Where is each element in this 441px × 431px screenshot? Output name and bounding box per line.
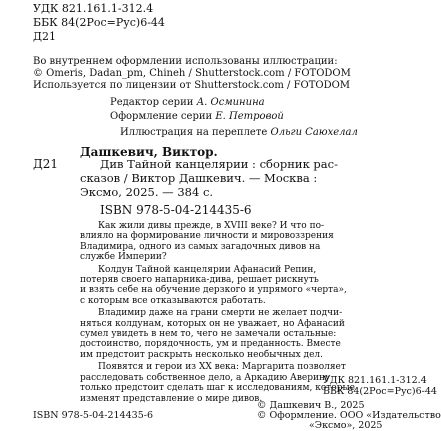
copyright-design: © Оформление. ООО «Издательство [257,410,441,421]
cover-illustration-credit [120,127,358,139]
catalog-code: Д21 [33,157,59,171]
udk-header: УДК 821.161.1-312.4 [33,2,154,15]
code-header: Д21 [33,30,56,43]
series-editor-name: А. Осминина [196,97,265,108]
bbk-header: ББК 84(2Рос=Рус)6-44 [33,16,165,29]
annotation-line: няться колдунам, которых он не уважает, но Афанасий [80,318,345,329]
catalog-line3: Эксмо, 2025. — 384 с. [80,185,214,199]
copyright-author: © Дашкевич В., 2025 [257,400,365,411]
cover-illustration-label: Иллюстрация на переплете [120,127,268,138]
catalog-record [80,157,405,199]
annotation-paragraph-2 [80,265,405,307]
bottom-udk: УДК 821.161.1-312.4 [323,375,427,386]
annotation-line: службе Империи? [80,252,167,263]
annotation-line: с которым все отказываются работать. [80,295,266,306]
annotation-line: Владимир даже на грани смерти не желает подчи- [98,308,343,319]
annotation-line: им предстоит раскрыть несколько необычных дел. [80,349,323,360]
illustrations-line2: © Omeris, Dadan_pm, Chineh / Shutterstock.com / FOTODOM [33,68,351,79]
catalog-author: Дашкевич, Виктор. [80,145,218,159]
series-editor-label: Редактор серии [110,97,194,108]
series-editor-credit [110,97,265,109]
annotation-line: и взять себе на обучение дерзкого и упрямого «черта», [80,285,347,296]
illustrations-block [33,56,403,92]
illustrations-line3: Используется по лицензии от Shutterstock.com / FOTODOM [33,80,351,91]
annotation-line: сумел увидеть в нем то, чего не замечали остальные: [80,329,337,340]
annotation-line: Появятся и герои из XX века: Маргарита позволяет [98,362,346,373]
annotation-line: достоинство, порядочность, ум и преданность. Вместе [80,339,341,350]
annotation-line: Владимира, одного из самых загадочных дивов на [80,241,321,252]
annotation-line: только предстоит сделать шаг к исследованиям, которые [80,383,355,394]
catalog-line1: Див Тайной канцелярии : сборник рас- [100,157,338,171]
annotation-line: Колдун Тайной канцелярии Афанасий Репин, [98,264,317,275]
cover-illustration-name: Ольги Саюхелал [270,127,358,138]
copyright-publisher: «Эксмо», 2025 [309,420,383,431]
annotation-paragraph-3 [80,308,405,360]
annotation-line: изменят представление о мире дивов. [80,393,263,404]
bottom-bbk: ББК 84(2Рос=Рус)6-44 [323,386,437,397]
annotation-line: потеряв своего напарника-дива, решает рискнуть [80,275,319,286]
series-design-credit [110,111,284,123]
annotation-line: расследовать собственное дело, а Аркадию Аверину [80,372,331,383]
catalog-isbn: ISBN 978-5-04-214435-6 [100,203,252,217]
catalog-line2: сказов / Виктор Дашкевич. — Москва : [80,171,318,185]
annotation-paragraph-1 [80,221,405,263]
annotation-line: Как жили дивы прежде, в XVIII веке? И что по- [98,221,325,231]
annotation-line: влияло на формирование личности и мировоззрения [80,231,334,242]
series-design-label: Оформление серии [110,111,213,122]
illustrations-line1: Во внутреннем оформлении использованы иллюстрации: [33,56,338,67]
series-design-name: Е. Петровой [215,111,284,122]
bottom-isbn: ISBN 978-5-04-214435-6 [33,410,153,421]
